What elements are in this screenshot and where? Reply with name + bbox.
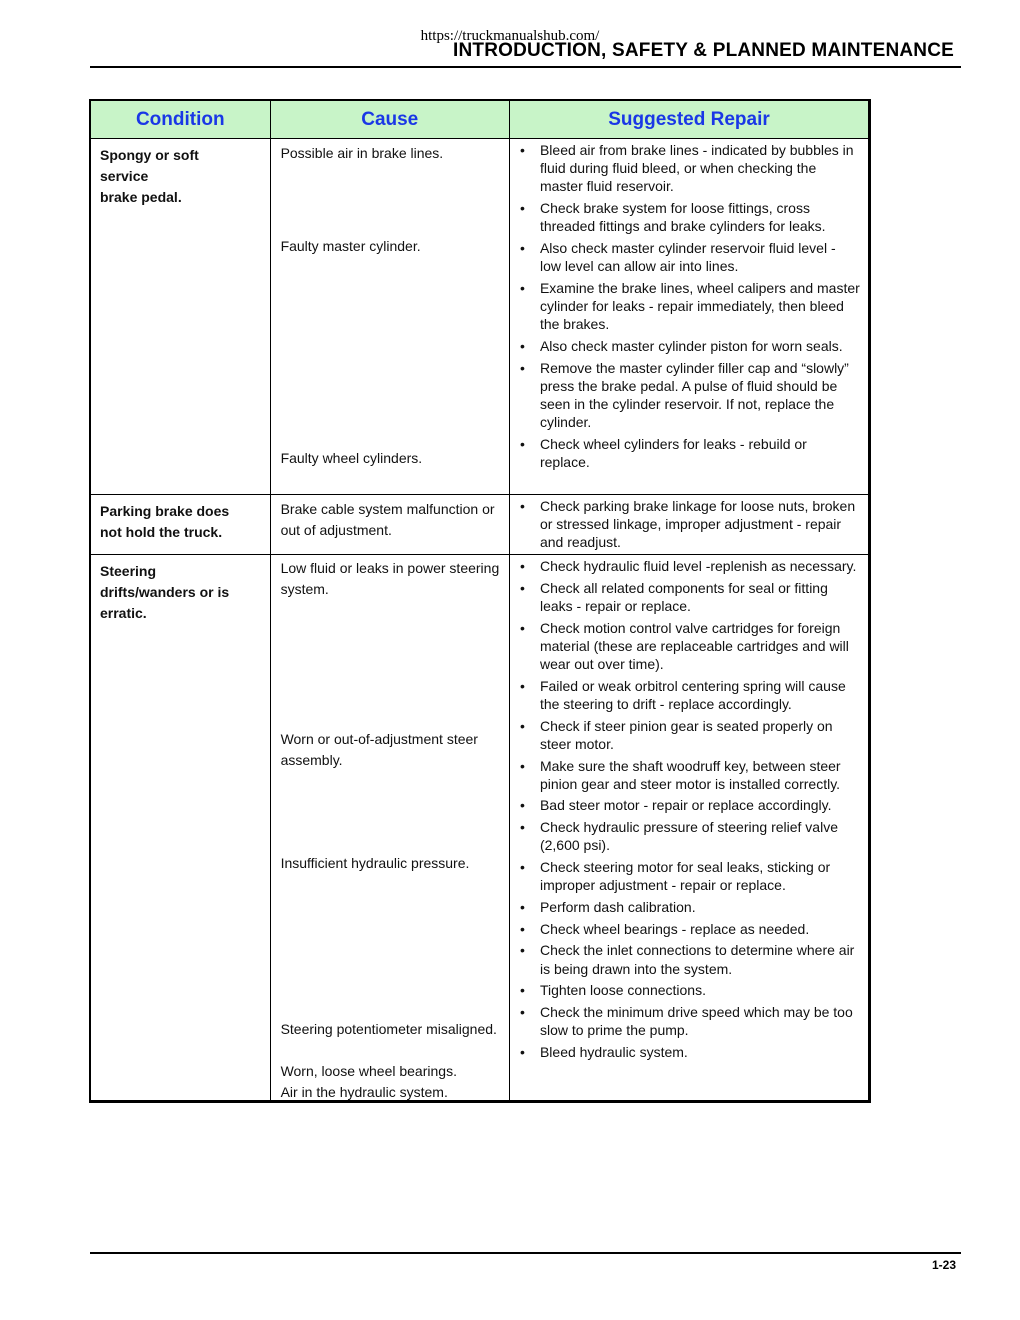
repair-cell — [510, 495, 868, 554]
repair-item: • Also check master cylinder reservoir fluid level - low level can allow air into lines. — [510, 239, 860, 275]
repair-item: • Make sure the shaft woodruff key, between steer pinion gear and steer motor is installed correctly. — [510, 757, 860, 793]
repair-item: • Remove the master cylinder filler cap and “slowly” press the brake pedal. A pulse of fluid should be seen in the cylinder reservoir. If not, replace the cylinder. — [510, 359, 860, 432]
cause-text: Brake cable system malfunction or out of adjustment. — [280, 501, 495, 538]
repair-item: • Check steering motor for seal leaks, sticking or improper adjustment - repair or replace. — [510, 858, 860, 894]
repair-item: • Perform dash calibration. — [510, 898, 860, 916]
cause-text: Faulty wheel cylinders. — [280, 450, 423, 466]
repair-item: • Check brake system for loose fittings, cross threaded fittings and brake cylinders for leaks. — [510, 199, 860, 235]
condition-text: Spongy or soft — [100, 147, 199, 163]
condition-cell — [91, 139, 271, 494]
condition-text: drifts/wanders or is — [100, 584, 230, 600]
table-row-spongy-brake-pedal — [91, 139, 868, 495]
cause-text: Air in the hydraulic system. — [280, 1084, 448, 1100]
repair-item: • Also check master cylinder piston for worn seals. — [510, 337, 860, 355]
header-rule — [90, 66, 961, 68]
condition-cell — [91, 555, 271, 1100]
repair-list — [510, 557, 860, 1061]
cause-text: Faulty master cylinder. — [280, 238, 421, 254]
condition-text: Steering — [100, 563, 157, 579]
condition-text: brake pedal. — [100, 189, 182, 205]
table-row-parking-brake — [91, 495, 868, 555]
repair-item: • Check wheel bearings - replace as needed. — [510, 920, 860, 938]
repair-list — [510, 497, 860, 552]
cause-text: Possible air in brake lines. — [280, 145, 444, 161]
troubleshooting-table — [89, 99, 871, 1103]
repair-item: • Check the inlet connections to determine where air is being drawn into the system. — [510, 941, 860, 977]
repair-item: • Check the minimum drive speed which may be too slow to prime the pump. — [510, 1003, 860, 1039]
cause-cell — [271, 495, 510, 554]
condition-cell — [91, 495, 271, 554]
page-number: 1-23 — [931, 1258, 956, 1272]
cause-cell — [271, 555, 510, 1100]
cause-text: Steering potentiometer misaligned. — [280, 1021, 497, 1037]
source-url[interactable]: https://truckmanualshub.com/ — [420, 28, 600, 44]
cause-text: Low fluid or leaks in power steering system. — [280, 560, 500, 597]
repair-item: • Failed or weak orbitrol centering spring will cause the steering to drift - replace accordingly. — [510, 677, 860, 713]
repair-item: • Check hydraulic pressure of steering relief valve (2,600 psi). — [510, 818, 860, 854]
table-header — [91, 101, 868, 139]
repair-item: • Check motion control valve cartridges for foreign material (these are replaceable cartridges and will wear out over time). — [510, 619, 860, 674]
footer-rule — [90, 1252, 961, 1254]
section-title: INTRODUCTION, SAFETY & PLANNED MAINTENANCE — [453, 40, 954, 61]
column-header-suggested-repair: Suggested Repair — [608, 108, 770, 130]
condition-text: not hold the truck. — [100, 524, 223, 540]
repair-cell — [510, 139, 868, 494]
table-row-steering-drift — [91, 555, 868, 1100]
condition-text: erratic. — [100, 605, 147, 621]
repair-item: • Check parking brake linkage for loose nuts, broken or stressed linkage, improper adjustment - repair and readjust. — [510, 497, 860, 552]
repair-cell — [510, 555, 868, 1100]
repair-item: • Bad steer motor - repair or replace accordingly. — [510, 796, 860, 814]
repair-item: • Check hydraulic fluid level -replenish as necessary. — [510, 557, 860, 575]
repair-item: • Check if steer pinion gear is seated properly on steer motor. — [510, 717, 860, 753]
cause-text: Worn or out-of-adjustment steer assembly. — [280, 731, 478, 768]
column-header-cause: Cause — [271, 101, 510, 138]
repair-item: • Tighten loose connections. — [510, 981, 860, 999]
column-header-condition: Condition — [91, 101, 271, 138]
condition-text: service — [100, 168, 149, 184]
repair-item: • Bleed hydraulic system. — [510, 1043, 860, 1061]
repair-item: • Bleed air from brake lines - indicated by bubbles in fluid during fluid bleed, or when checking the master fluid reservoir. — [510, 141, 860, 196]
repair-list — [510, 141, 860, 471]
cause-cell — [271, 139, 510, 494]
repair-item: • Check wheel cylinders for leaks - rebuild or replace. — [510, 435, 860, 471]
repair-item: • Examine the brake lines, wheel calipers and master cylinder for leaks - repair immediately, then bleed the brakes. — [510, 279, 860, 334]
condition-text: Parking brake does — [100, 503, 230, 519]
cause-text: Insufficient hydraulic pressure. — [280, 855, 470, 871]
repair-item: • Check all related components for seal or fitting leaks - repair or replace. — [510, 579, 860, 615]
cause-text: Worn, loose wheel bearings. — [280, 1063, 457, 1079]
